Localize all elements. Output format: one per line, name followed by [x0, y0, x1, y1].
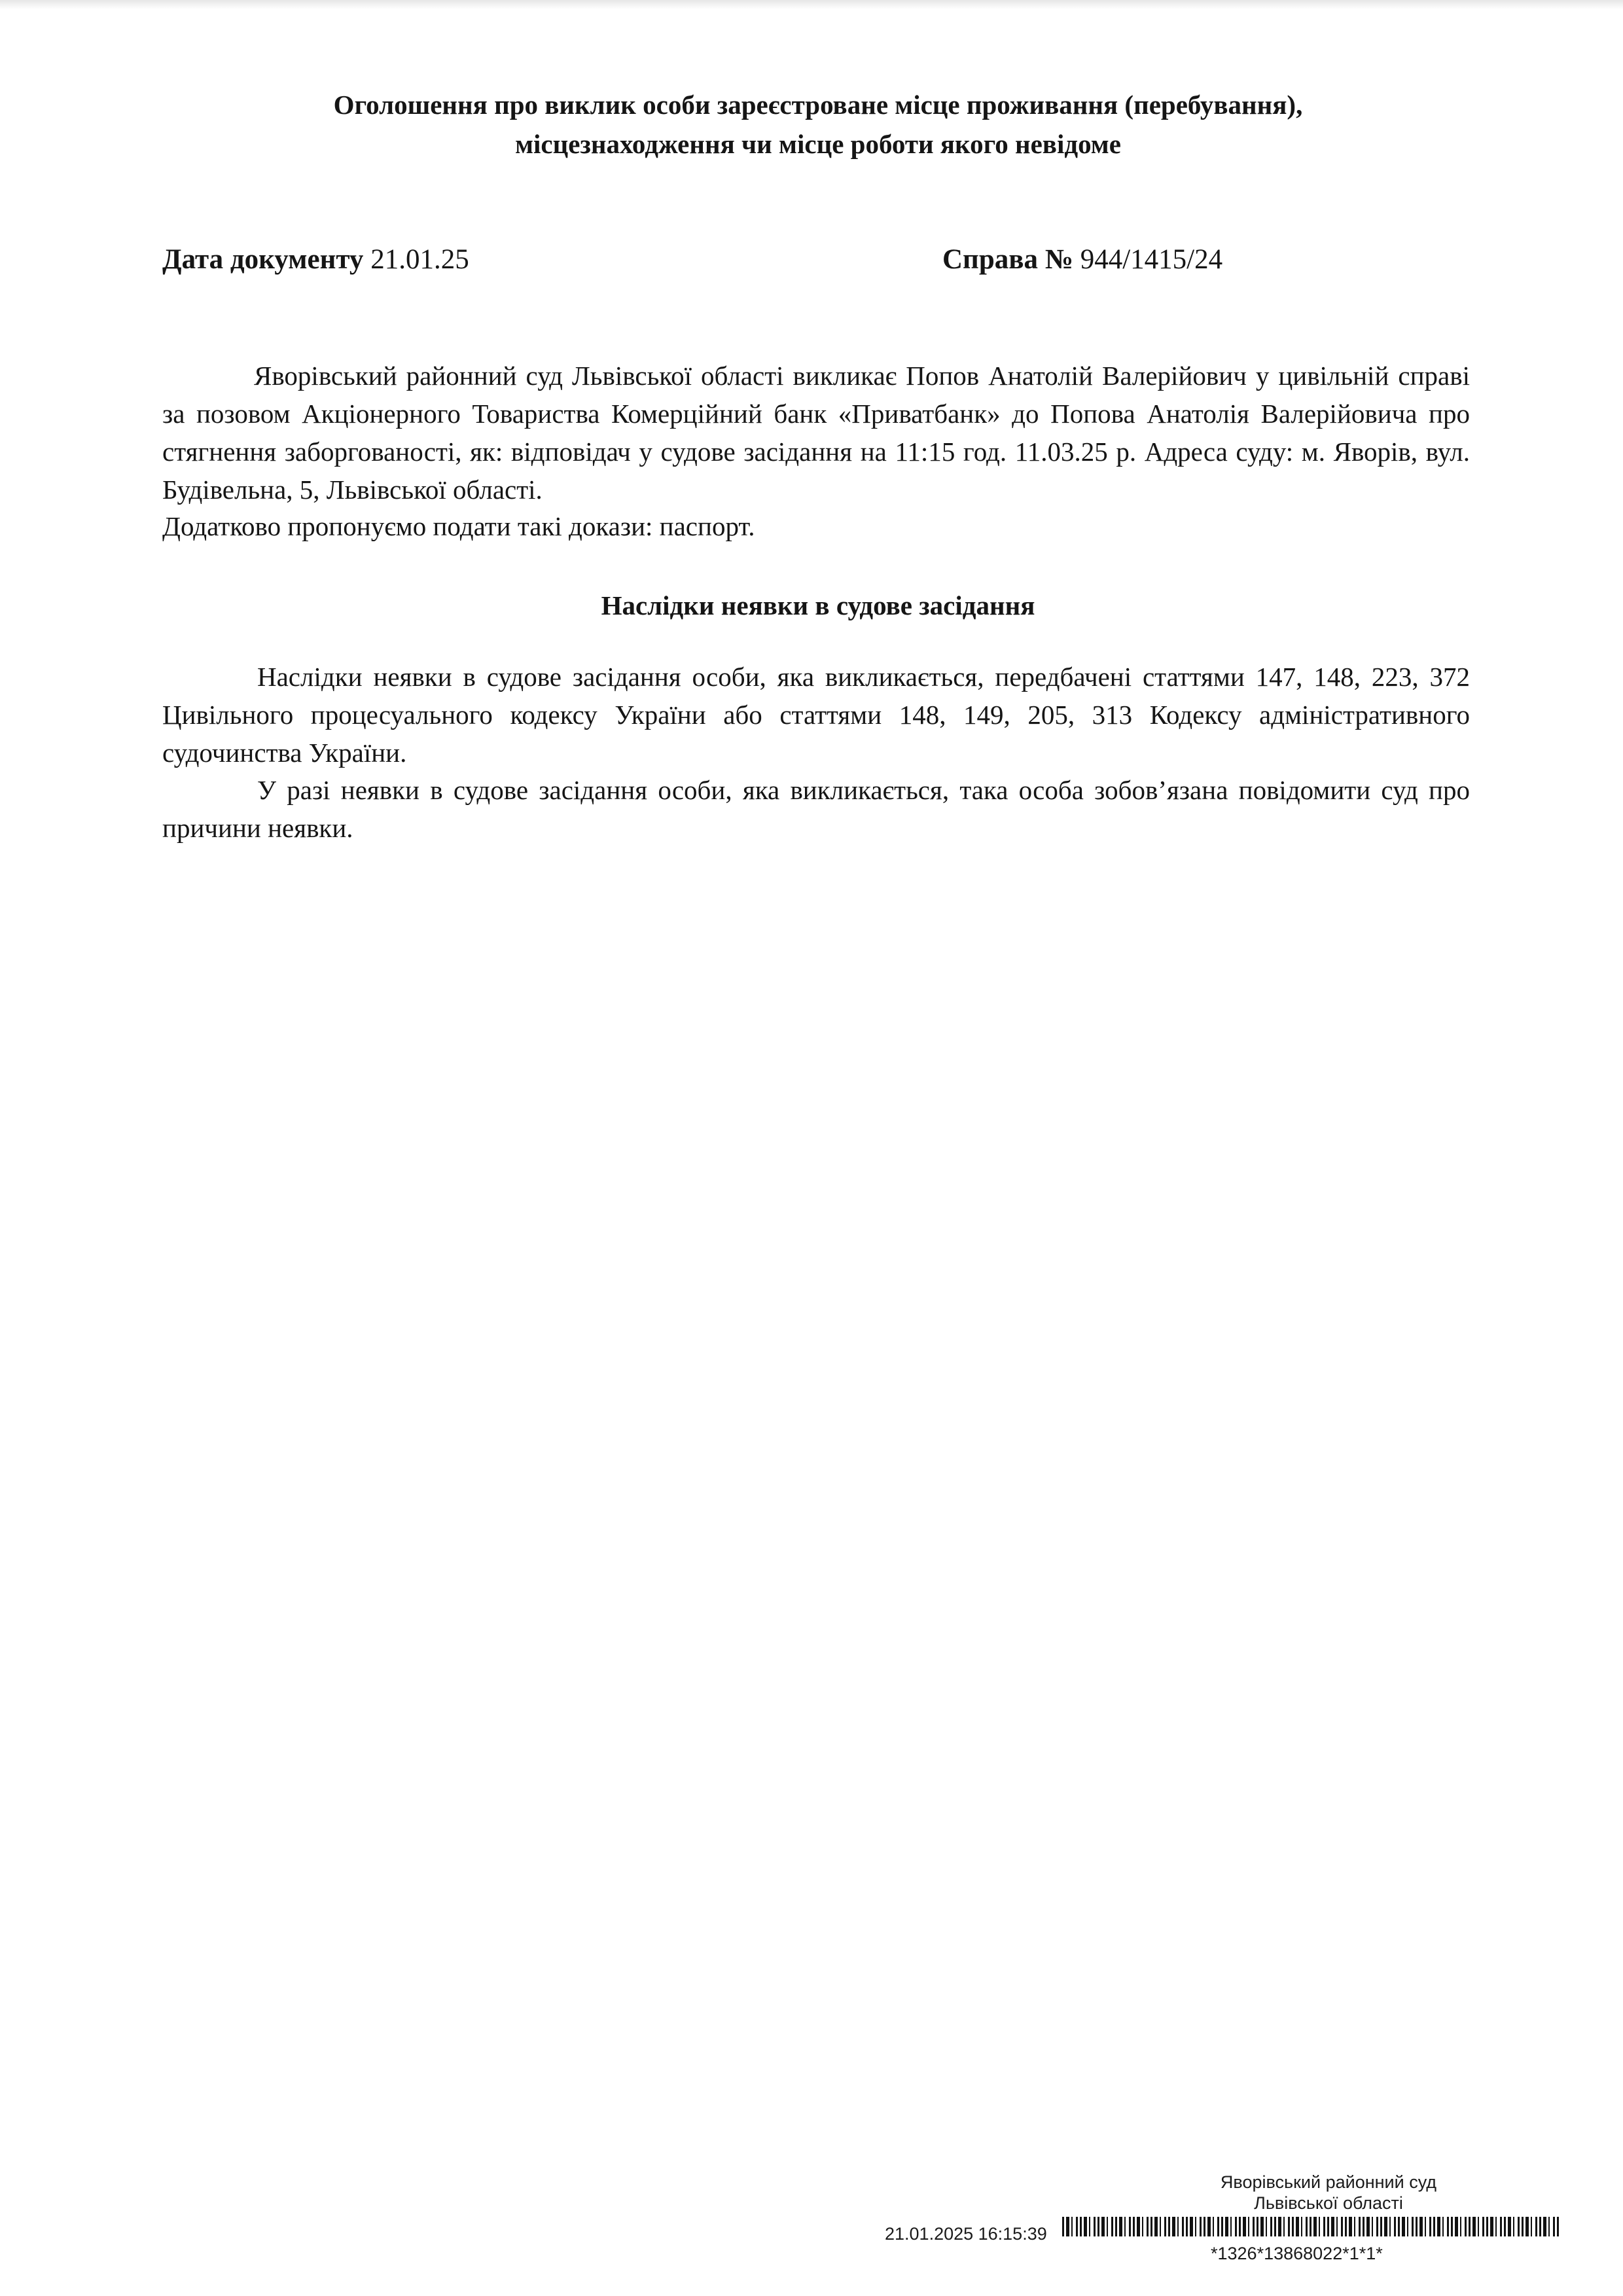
case-number	[942, 243, 1222, 276]
date-label: Дата документу	[162, 244, 364, 275]
case-label: Справа №	[942, 244, 1073, 275]
document-date	[162, 243, 469, 276]
additional-evidence: Додатково пропонуємо подати такі докази: паспорт.	[162, 511, 755, 541]
title-line-2: місцезнаходження чи місце роботи якого невідоме	[515, 129, 1121, 159]
summons-paragraph: Яворівський районний суд Львівської області викликає Попов Анатолій Валерійович у цивільній справі за позовом Акціонерного Товариства Комерційний банк «Приватбанк» до Попова Анатолія Валерійовича про стягнення заборгованості, як: відповідач у судове засідання на 11:15 год. 11.03.25 р. Адреса суду: м. Яворів, вул. Будівельна, 5, Львівської області.	[162, 361, 1470, 505]
notice-paragraph: У разі неявки в судове засідання особи, яка викликається, така особа зобов’язана повідомити суд про причини неявки.	[162, 775, 1470, 843]
court-stamp-line-2: Львівської області	[1254, 2193, 1403, 2213]
title-line-1: Оголошення про виклик особи зареєстроване місце проживання (перебування),	[333, 90, 1303, 120]
section-heading: Наслідки неявки в судове засідання	[601, 590, 1035, 620]
barcode-code: *1326*13868022*1*1*	[1211, 2244, 1383, 2263]
court-stamp-line-1: Яворівський районний суд	[1220, 2172, 1437, 2192]
barcode	[1062, 2217, 1560, 2236]
case-value: 944/1415/24	[1080, 244, 1223, 275]
court-stamp	[1198, 2172, 1459, 2214]
stamp-timestamp: 21.01.2025 16:15:39	[885, 2224, 1047, 2244]
scan-edge-shadow	[0, 0, 1623, 9]
consequences-paragraph: Наслідки неявки в судове засідання особи, яка викликається, передбачені статтями 147, 148, 223, 372 Цивільного процесуального кодексу України або статтями 148, 149, 205, 313 Кодексу адміністративного судочинства України.	[162, 662, 1470, 768]
document-title	[164, 85, 1472, 164]
date-value: 21.01.25	[370, 244, 469, 275]
